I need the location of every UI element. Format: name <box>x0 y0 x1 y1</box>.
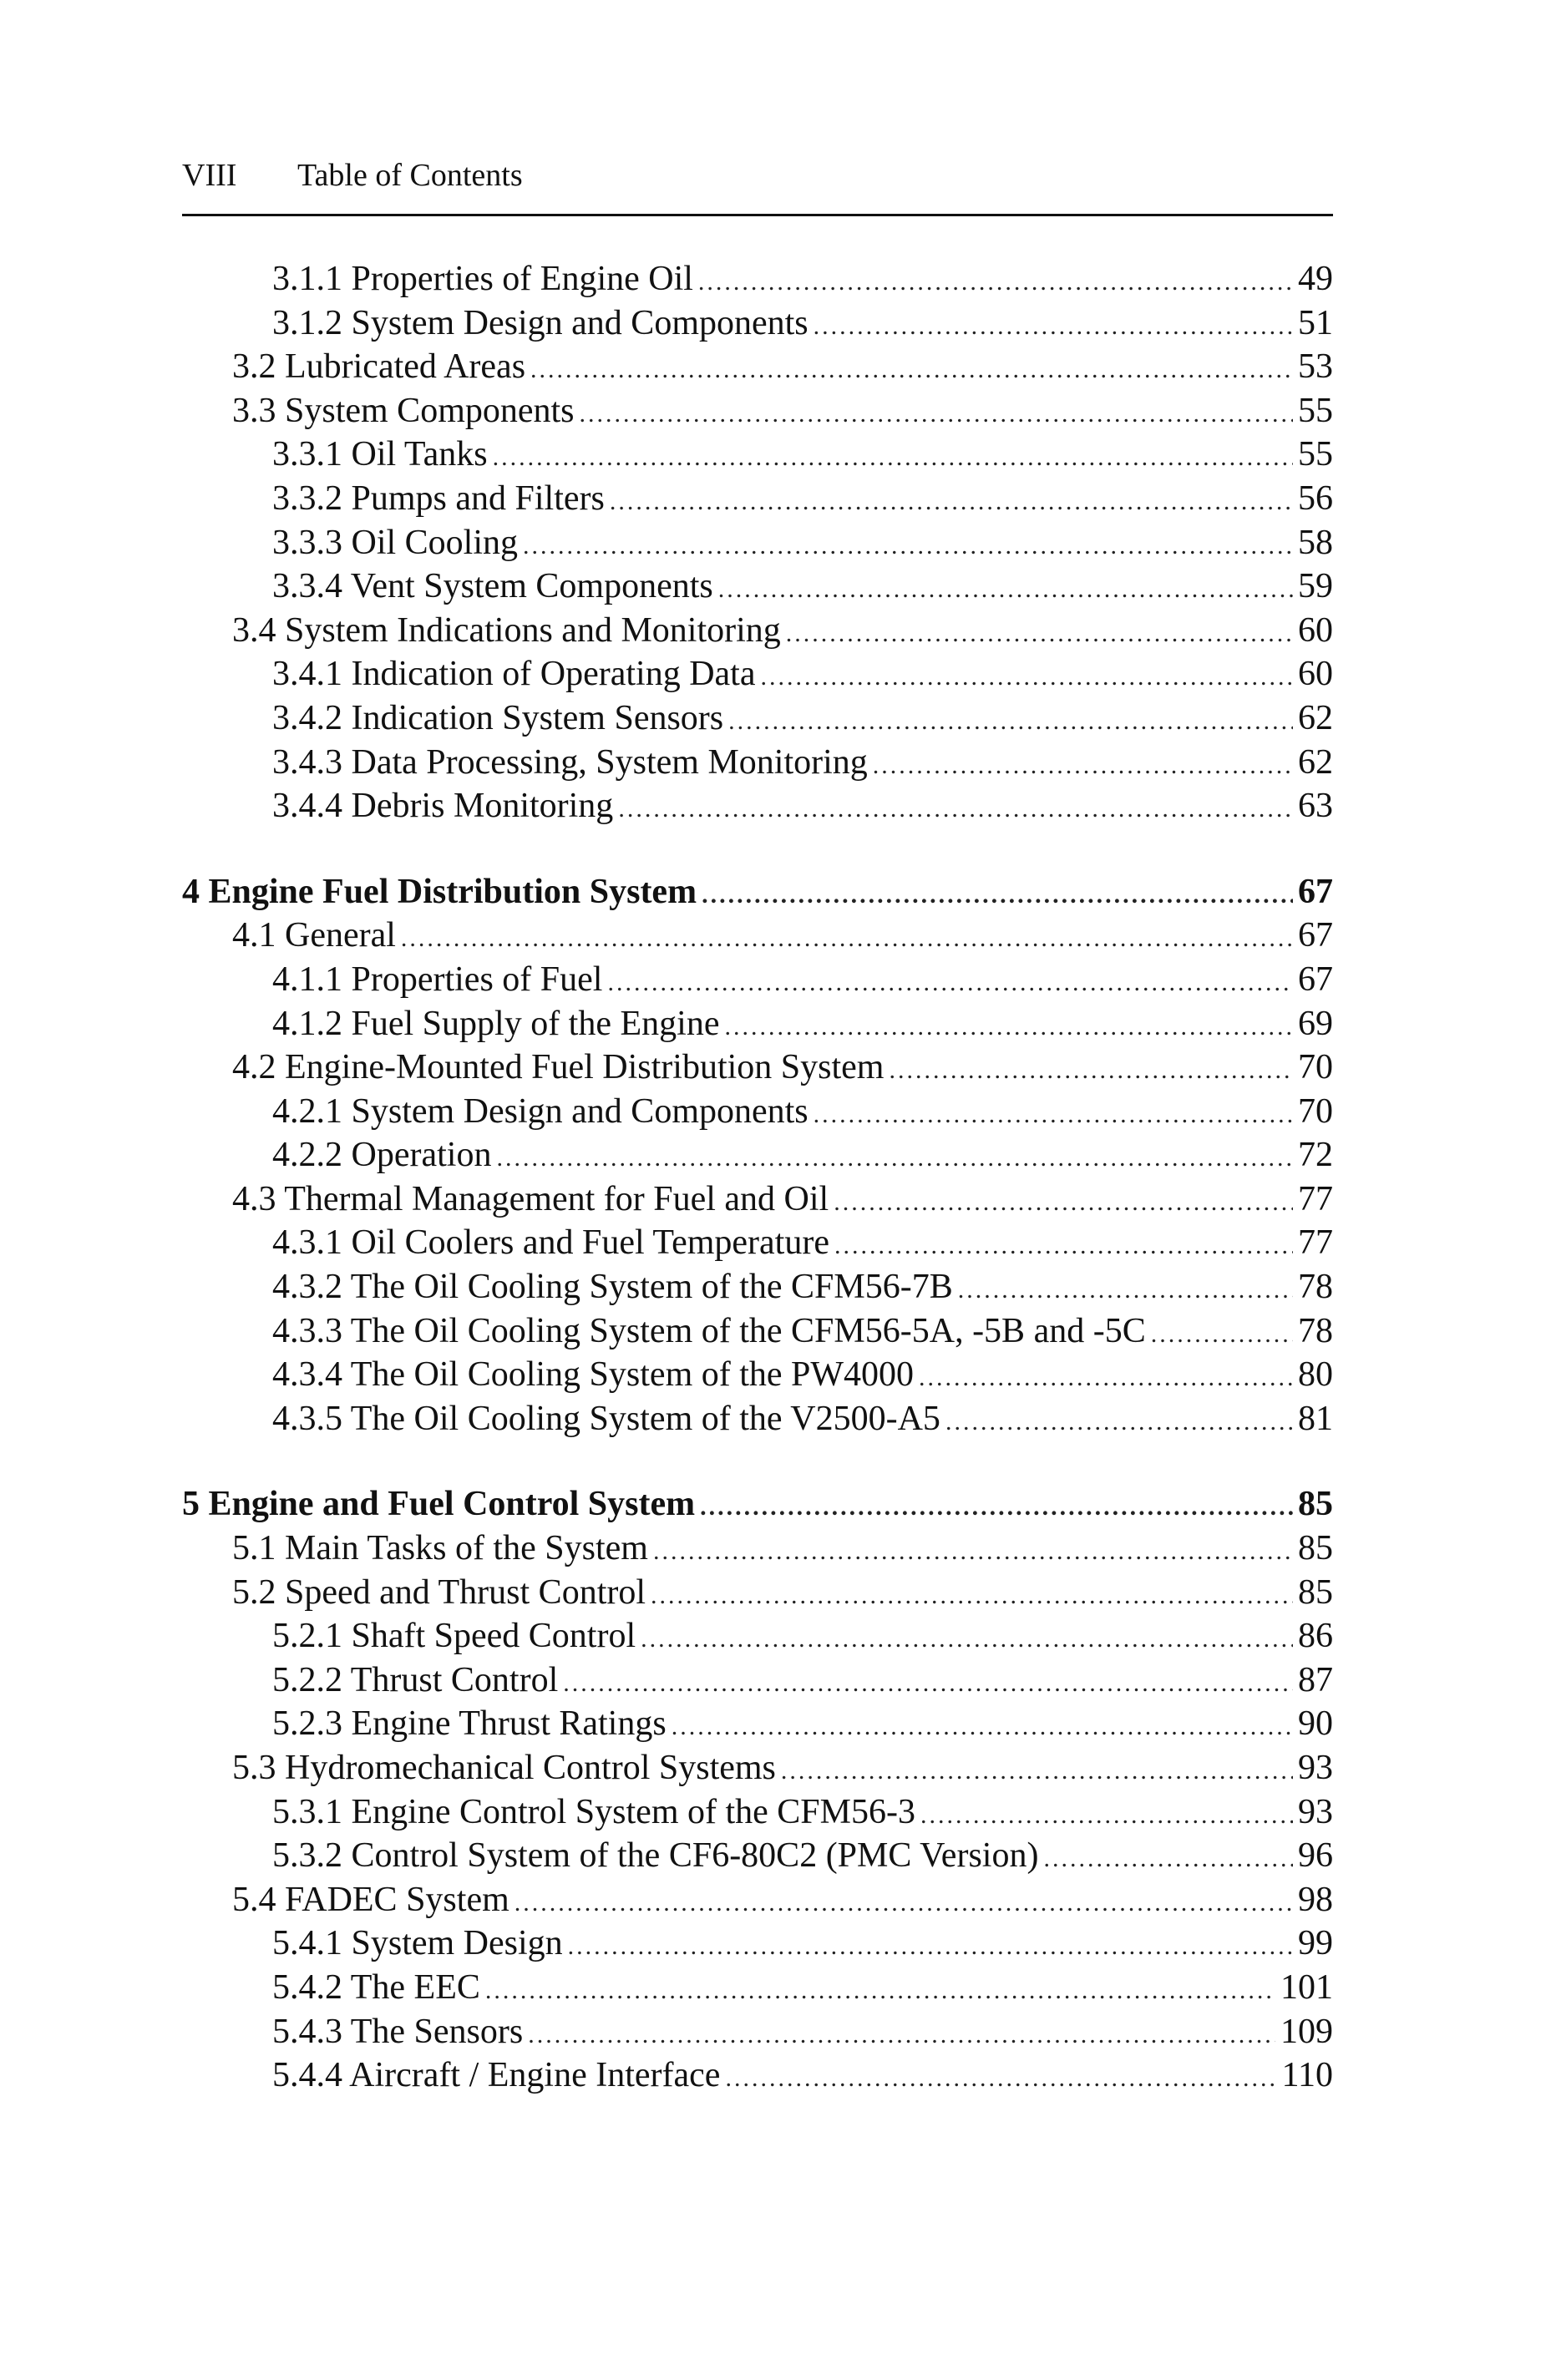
toc-entry[interactable] <box>182 1878 1333 1922</box>
toc-entry[interactable] <box>182 257 1333 301</box>
toc-entry[interactable] <box>182 914 1333 958</box>
toc-entry[interactable] <box>182 1177 1333 1222</box>
toc-entry-title[interactable]: 3.3 System Components <box>232 391 575 430</box>
dot-leader <box>814 305 1293 348</box>
toc-entry-title[interactable]: 3.1.2 System Design and Components <box>272 303 809 342</box>
toc-entry-page-number[interactable]: 62 <box>1298 698 1333 737</box>
toc-entry-page-number[interactable]: 109 <box>1280 2012 1333 2051</box>
toc-entry-title[interactable]: 4.3.4 The Oil Cooling System of the PW4000 <box>272 1355 915 1395</box>
toc-entry-title[interactable]: 3.3.1 Oil Tanks <box>272 435 488 474</box>
toc-entry[interactable] <box>182 433 1333 477</box>
toc-entry-title[interactable]: 4.2.2 Operation <box>272 1136 492 1175</box>
toc-entry[interactable] <box>182 1265 1333 1309</box>
toc-entry-page-number[interactable]: 67 <box>1298 916 1333 955</box>
toc-entry-title[interactable]: 5.4 FADEC System <box>232 1880 509 1919</box>
toc-entry-page-number[interactable]: 63 <box>1298 787 1333 826</box>
toc-entry[interactable] <box>182 1353 1333 1397</box>
dot-leader <box>607 961 1293 1005</box>
toc-entry[interactable] <box>182 477 1333 521</box>
toc-entry-title[interactable]: 5.3 Hydromechanical Control Systems <box>232 1749 776 1787</box>
toc-entry-title[interactable]: 3.4 System Indications and Monitoring <box>232 610 781 650</box>
toc-entry-title[interactable]: 3.3.3 Oil Cooling <box>272 523 519 562</box>
dot-leader <box>580 392 1293 436</box>
toc-entry-title[interactable]: 3.1.1 Properties of Engine Oil <box>272 260 693 298</box>
toc-entry-page-number[interactable]: 96 <box>1298 1836 1333 1876</box>
toc-entry-title[interactable]: 5.2 Speed and Thrust Control <box>232 1572 646 1612</box>
toc-entry-page-number[interactable]: 80 <box>1298 1355 1333 1395</box>
toc-entry-title[interactable]: 4.2.1 System Design and Components <box>272 1091 809 1131</box>
dot-leader <box>814 1093 1293 1137</box>
toc-entry-title[interactable]: 3.4.3 Data Processing, System Monitoring <box>272 742 868 782</box>
toc-entry[interactable] <box>182 1571 1333 1615</box>
toc-entry-title[interactable]: 3.3.2 Pumps and Filters <box>272 479 605 518</box>
toc-entry[interactable] <box>182 565 1333 609</box>
dot-leader <box>728 700 1293 743</box>
toc-entry[interactable] <box>182 1309 1333 1354</box>
dot-leader <box>760 656 1293 699</box>
dot-leader <box>919 1356 1293 1400</box>
table-of-contents <box>182 257 1333 2098</box>
dot-leader <box>618 787 1293 831</box>
toc-entry-page-number[interactable]: 55 <box>1298 391 1333 430</box>
toc-entry-page-number[interactable]: 69 <box>1298 1004 1333 1043</box>
toc-entry-page-number[interactable]: 62 <box>1298 742 1333 782</box>
toc-entry[interactable] <box>182 1133 1333 1177</box>
toc-entry[interactable] <box>182 2010 1333 2054</box>
dot-leader <box>528 2013 1275 2057</box>
dot-leader <box>530 348 1293 392</box>
toc-entry-page-number[interactable]: 87 <box>1298 1660 1333 1699</box>
dot-leader <box>700 1486 1293 1529</box>
toc-entry[interactable] <box>182 1090 1333 1134</box>
toc-entry-title[interactable]: 4.1 General <box>232 916 396 955</box>
toc-entry-page-number[interactable]: 51 <box>1298 303 1333 342</box>
toc-entry-title[interactable]: 5.3.1 Engine Control System of the CFM56-3 <box>272 1792 915 1831</box>
toc-entry-title[interactable]: 5.2.3 Engine Thrust Ratings <box>272 1704 667 1744</box>
page-number: VIII <box>182 158 237 193</box>
toc-entry[interactable] <box>182 609 1333 653</box>
dot-leader <box>834 1224 1293 1268</box>
toc-entry-page-number[interactable]: 85 <box>1298 1572 1333 1612</box>
toc-entry-title[interactable]: 3.4.2 Indication System Sensors <box>272 698 724 737</box>
dot-leader <box>1151 1313 1293 1356</box>
dot-leader <box>653 1530 1293 1573</box>
toc-entry-page-number[interactable]: 70 <box>1298 1048 1333 1087</box>
toc-entry[interactable] <box>182 1221 1333 1265</box>
toc-entry-page-number[interactable]: 60 <box>1298 610 1333 650</box>
toc-entry-page-number[interactable]: 70 <box>1298 1091 1333 1131</box>
dot-leader <box>958 1268 1293 1312</box>
toc-entry-title[interactable]: 4.3.3 The Oil Cooling System of the CFM56-5A, -5B and -5C <box>272 1311 1146 1350</box>
toc-entry-title[interactable]: 5.3.2 Control System of the CF6-80C2 (PMC Version) <box>272 1836 1039 1876</box>
toc-entry-title[interactable]: 5 Engine and Fuel Control System <box>182 1485 696 1524</box>
toc-entry[interactable] <box>182 870 1333 914</box>
dot-leader <box>568 1925 1293 1968</box>
dot-leader <box>698 261 1293 304</box>
toc-entry[interactable] <box>182 1482 1333 1527</box>
toc-entry-title[interactable]: 4.1.2 Fuel Supply of the Engine <box>272 1004 720 1043</box>
toc-entry-page-number[interactable]: 67 <box>1298 960 1333 999</box>
toc-entry[interactable] <box>182 696 1333 741</box>
toc-entry-title[interactable]: 5.4.1 System Design <box>272 1924 563 1963</box>
toc-entry[interactable] <box>182 521 1333 565</box>
toc-entry[interactable] <box>182 1966 1333 2010</box>
dot-leader <box>496 1137 1293 1180</box>
toc-entry-page-number[interactable]: 93 <box>1298 1749 1333 1787</box>
toc-entry-title[interactable]: 4.1.1 Properties of Fuel <box>272 960 603 999</box>
dot-leader <box>724 1005 1293 1049</box>
toc-entry[interactable] <box>182 1397 1333 1441</box>
dot-leader <box>718 568 1293 611</box>
toc-entry-page-number[interactable]: 110 <box>1281 2056 1333 2095</box>
toc-entry[interactable] <box>182 1702 1333 1746</box>
dot-leader <box>873 744 1293 787</box>
toc-entry[interactable] <box>182 1002 1333 1046</box>
dot-leader <box>672 1705 1293 1749</box>
dot-leader <box>702 874 1293 917</box>
toc-entry-title[interactable]: 5.4.3 The Sensors <box>272 2012 524 2051</box>
dot-leader <box>725 2057 1276 2100</box>
toc-entry[interactable] <box>182 958 1333 1002</box>
dot-leader <box>834 1181 1293 1224</box>
dot-leader <box>493 436 1293 479</box>
page-header <box>182 159 1333 216</box>
dot-leader <box>781 1750 1293 1793</box>
toc-entry-title[interactable]: 4.3.5 The Oil Cooling System of the V2500-A5 <box>272 1399 940 1438</box>
toc-entry[interactable] <box>182 1746 1333 1790</box>
toc-entry[interactable] <box>182 1614 1333 1658</box>
dot-leader <box>523 524 1293 568</box>
toc-entry[interactable] <box>182 1834 1333 1878</box>
dot-leader <box>401 917 1293 960</box>
toc-entry[interactable] <box>182 389 1333 433</box>
dot-leader <box>641 1618 1293 1661</box>
toc-entry[interactable] <box>182 2053 1333 2098</box>
dot-leader <box>485 1969 1275 2013</box>
toc-entry-page-number[interactable]: 67 <box>1298 872 1333 911</box>
toc-entry-page-number[interactable]: 53 <box>1298 347 1333 387</box>
dot-leader <box>889 1049 1293 1092</box>
toc-entry-title[interactable]: 4.3.1 Oil Coolers and Fuel Temperature <box>272 1223 829 1263</box>
toc-entry-title[interactable]: 3.4.1 Indication of Operating Data <box>272 655 756 694</box>
toc-entry-page-number[interactable]: 78 <box>1298 1268 1333 1307</box>
dot-leader <box>563 1662 1293 1705</box>
toc-entry-page-number[interactable]: 90 <box>1298 1704 1333 1744</box>
toc-entry-title[interactable]: 3.2 Lubricated Areas <box>232 347 526 387</box>
toc-entry-title[interactable]: 4 Engine Fuel Distribution System <box>182 872 697 911</box>
running-title: Table of Contents <box>297 158 523 193</box>
toc-entry-page-number[interactable]: 99 <box>1298 1924 1333 1963</box>
toc-entry-title[interactable]: 5.1 Main Tasks of the System <box>232 1529 648 1568</box>
toc-entry[interactable] <box>182 1527 1333 1571</box>
toc-entry-page-number[interactable]: 55 <box>1298 435 1333 474</box>
toc-entry-page-number[interactable]: 58 <box>1298 523 1333 562</box>
toc-entry-page-number[interactable]: 78 <box>1298 1311 1333 1350</box>
dot-leader <box>920 1794 1293 1837</box>
dot-leader <box>786 612 1293 656</box>
toc-entry[interactable] <box>182 301 1333 346</box>
toc-entry-page-number[interactable]: 93 <box>1298 1792 1333 1831</box>
toc-entry[interactable] <box>182 741 1333 785</box>
toc-entry[interactable] <box>182 1046 1333 1090</box>
toc-entry-page-number[interactable]: 49 <box>1298 260 1333 298</box>
toc-entry-page-number[interactable]: 81 <box>1298 1399 1333 1438</box>
toc-entry-page-number[interactable]: 56 <box>1298 479 1333 518</box>
toc-entry-title[interactable]: 5.4.2 The EEC <box>272 1967 480 2007</box>
dot-leader <box>1043 1837 1293 1881</box>
toc-entry-title[interactable]: 4.2 Engine-Mounted Fuel Distribution System <box>232 1048 885 1087</box>
toc-entry-page-number[interactable]: 72 <box>1298 1136 1333 1175</box>
toc-entry-title[interactable]: 5.2.2 Thrust Control <box>272 1660 559 1699</box>
toc-entry[interactable] <box>182 345 1333 389</box>
toc-entry-page-number[interactable]: 85 <box>1298 1485 1333 1524</box>
toc-entry-page-number[interactable]: 86 <box>1298 1617 1333 1656</box>
toc-entry-page-number[interactable]: 77 <box>1298 1179 1333 1218</box>
dot-leader <box>515 1881 1293 1925</box>
dot-leader <box>945 1400 1293 1444</box>
toc-entry[interactable] <box>182 1658 1333 1703</box>
toc-entry-title[interactable]: 4.3.2 The Oil Cooling System of the CFM56-7B <box>272 1268 953 1307</box>
toc-entry[interactable] <box>182 784 1333 828</box>
toc-entry[interactable] <box>182 1790 1333 1835</box>
toc-entry-title[interactable]: 5.2.1 Shaft Speed Control <box>272 1617 636 1656</box>
dot-leader <box>651 1574 1293 1618</box>
dot-leader <box>610 480 1293 524</box>
toc-entry-page-number[interactable]: 98 <box>1298 1880 1333 1919</box>
toc-entry-title[interactable]: 3.4.4 Debris Monitoring <box>272 787 614 826</box>
toc-entry-title[interactable]: 5.4.4 Aircraft / Engine Interface <box>272 2056 721 2095</box>
toc-entry[interactable] <box>182 1922 1333 1966</box>
toc-entry-title[interactable]: 4.3 Thermal Management for Fuel and Oil <box>232 1179 829 1218</box>
toc-entry-page-number[interactable]: 101 <box>1280 1967 1333 2007</box>
toc-entry-page-number[interactable]: 77 <box>1298 1223 1333 1263</box>
toc-entry-page-number[interactable]: 59 <box>1298 567 1333 606</box>
toc-entry[interactable] <box>182 652 1333 696</box>
toc-entry-page-number[interactable]: 60 <box>1298 655 1333 694</box>
toc-entry-title[interactable]: 3.3.4 Vent System Components <box>272 567 713 606</box>
toc-entry-page-number[interactable]: 85 <box>1298 1529 1333 1568</box>
